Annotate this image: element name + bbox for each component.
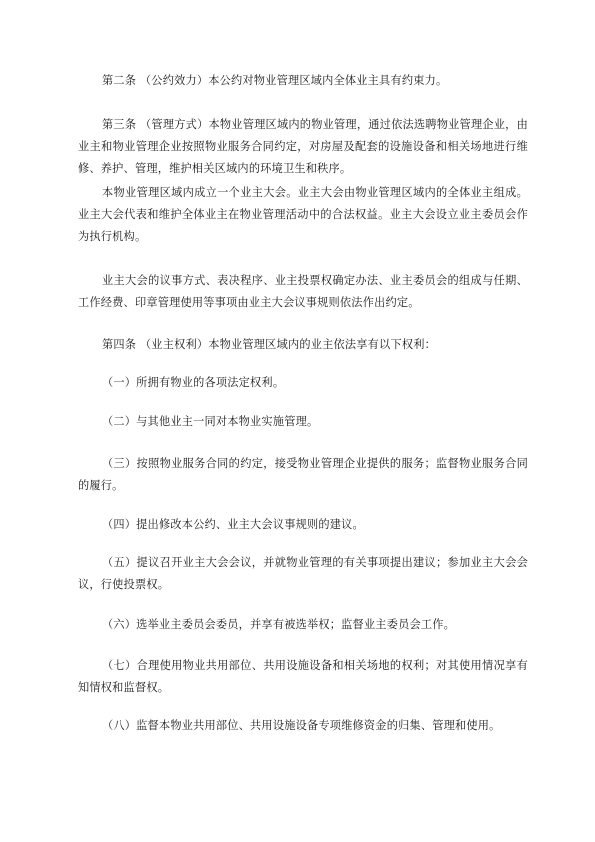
paragraph-article-4: 第四条 （业主权利）本物业管理区域内的业主依法享有以下权利：	[102, 338, 436, 351]
list-item-right-6: （六）选举业主委员会委员，并享有被选举权；监督业主委员会工作。	[102, 618, 456, 631]
list-item-right-7: （七）合理使用物业共用部位、共用设施设备和相关场地的权利；对其使用情况享有知情权和监督权。	[78, 659, 528, 694]
list-item-right-8: （八）监督本物业共用部位、共用设施设备专项维修资金的归集、管理和使用。	[102, 719, 501, 732]
list-item-right-5: （五）提议召开业主大会会议，并就物业管理的有关事项提出建议；参加业主大会会议，行使投票权。	[78, 556, 528, 591]
list-item-right-2: （二）与其他业主一同对本物业实施管理。	[102, 415, 319, 428]
paragraph-owners-assembly: 本物业管理区域内成立一个业主大会。业主大会由物业管理区域内的全体业主组成。业主大会代表和维护全体业主在物业管理活动中的合法权益。业主大会设立业主委员会作为执行机构。	[78, 186, 528, 243]
paragraph-article-3: 第三条 （管理方式）本物业管理区域内的物业管理，通过依法选聘物业管理企业，由业主和物业管理企业按照物业服务合同约定，对房屋及配套的设施设备和相关场地进行维修、养护、管理，维护相关区域内的环境卫生和秩序。	[78, 118, 528, 175]
list-item-right-1: （一）所拥有物业的各项法定权利。	[102, 376, 285, 389]
paragraph-article-2: 第二条 （公约效力）本公约对物业管理区域内全体业主具有约束力。	[102, 74, 448, 87]
paragraph-assembly-rules: 业主大会的议事方式、表决程序、业主投票权确定办法、业主委员会的组成与任期、工作经费、印章管理使用等事项由业主大会议事规则依法作出约定。	[78, 274, 528, 309]
list-item-right-3: （三）按照物业服务合同的约定，接受物业管理企业提供的服务；监督物业服务合同的履行。	[78, 457, 528, 492]
list-item-right-4: （四）提出修改本公约、业主大会议事规则的建议。	[102, 518, 364, 531]
